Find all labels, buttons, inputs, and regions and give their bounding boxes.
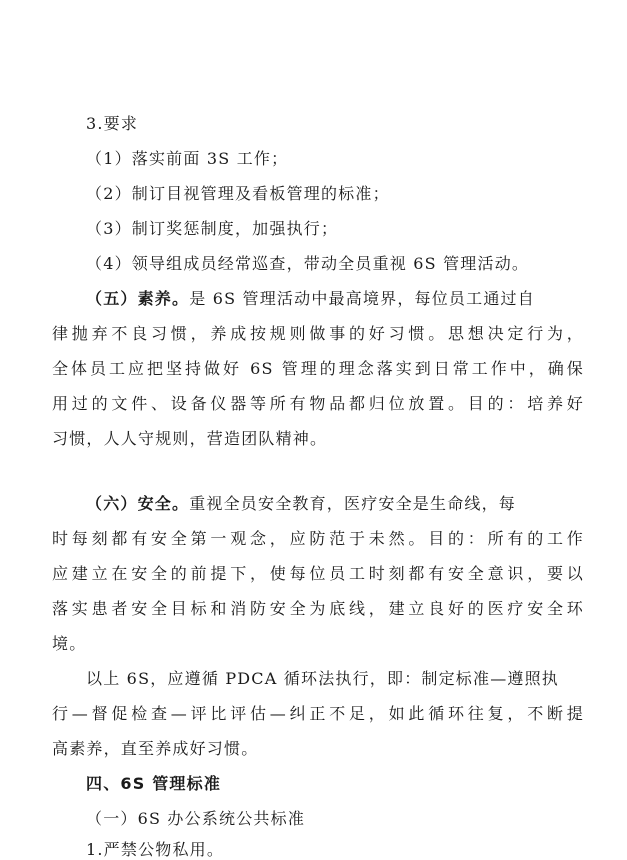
office-standard-item-1: 1.严禁公物私用。 [86, 840, 225, 859]
suyang-heading: （五）素养。 [86, 289, 190, 308]
suyang-paragraph-line-3: 全体员工应把坚持做好 6S 管理的理念落实到日常工作中，确保 [52, 359, 584, 378]
subsection-heading-office: （一）6S 办公系统公共标准 [86, 809, 306, 828]
suyang-paragraph-line-4: 用过的文件、设备仪器等所有物品都归位放置。目的：培养好 [52, 394, 584, 413]
anquan-paragraph-line-1 [86, 494, 584, 514]
anquan-text: 重视全员安全教育，医疗安全是生命线，每 [189, 494, 517, 513]
anquan-paragraph-line-5: 境。 [52, 634, 87, 653]
anquan-heading: （六）安全。 [86, 494, 190, 513]
requirement-item-4: （4）领导组成员经常巡查，带动全员重视 6S 管理活动。 [86, 254, 530, 273]
anquan-paragraph-line-4: 落实患者安全目标和消防安全为底线，建立良好的医疗安全环 [52, 599, 584, 618]
suyang-paragraph-line-2: 律抛弃不良习惯，养成按规则做事的好习惯。思想决定行为， [52, 324, 584, 343]
pdca-paragraph-line-3: 高素养，直至养成好习惯。 [52, 739, 259, 758]
anquan-paragraph-line-2: 时每刻都有安全第一观念，应防范于未然。目的：所有的工作 [52, 529, 584, 548]
anquan-paragraph-line-3: 应建立在安全的前提下，使每位员工时刻都有安全意识，要以 [52, 564, 584, 583]
requirement-item-3: （3）制订奖惩制度，加强执行； [86, 219, 339, 238]
pdca-paragraph-line-1: 以上 6S，应遵循 PDCA 循环法执行，即：制定标准—遵照执 [86, 669, 559, 688]
suyang-text: 是 6S 管理活动中最高境界，每位员工通过自 [189, 289, 535, 308]
pdca-paragraph-line-2: 行—督促检查—评比评估—纠正不足，如此循环往复，不断提 [52, 704, 584, 723]
suyang-paragraph-line-5: 习惯，人人守规则，营造团队精神。 [52, 429, 328, 448]
requirement-item-2: （2）制订目视管理及看板管理的标准； [86, 184, 390, 203]
requirements-heading: 3.要求 [86, 114, 139, 133]
section-heading-standards: 四、6S 管理标准 [86, 774, 222, 793]
requirement-item-1: （1）落实前面 3S 工作； [86, 149, 289, 168]
suyang-paragraph-line-1 [86, 289, 584, 309]
